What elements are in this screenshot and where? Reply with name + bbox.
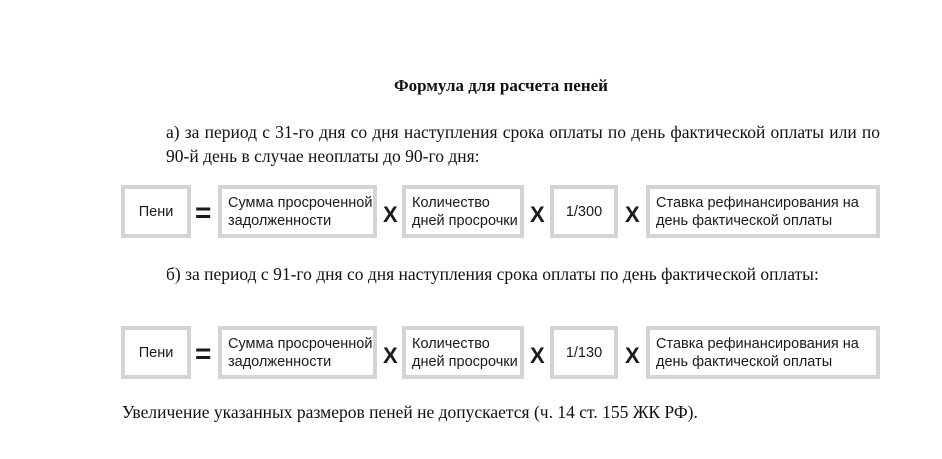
- formula-b-debt: Сумма просроченной задолженности: [228, 335, 373, 370]
- formula-b-multiply-2: X: [530, 343, 545, 368]
- formula-a-refinancing: Ставка рефинансирования на день фактической оплаты: [656, 194, 859, 229]
- formula-a-result: Пени: [138, 203, 174, 220]
- formula-a-multiply-3: X: [625, 202, 640, 227]
- page-title: Формула для расчета пеней: [394, 76, 608, 95]
- formula-a-refinancing-box: [646, 185, 880, 238]
- formula-b-days: Количество дней просрочки: [412, 335, 518, 370]
- formula-a-days-box: [402, 185, 524, 238]
- footer-note: Увеличение указанных размеров пеней не допускается (ч. 14 ст. 155 ЖК РФ).: [122, 402, 698, 422]
- formula-b-debt-box: [218, 326, 377, 379]
- formula-a-multiply-1: X: [383, 202, 398, 227]
- formula-a-debt: Сумма просроченной задолженности: [228, 194, 373, 229]
- formula-b-days-box: [402, 326, 524, 379]
- formula-b-rate: 1/130: [565, 344, 603, 361]
- formula-a-days: Количество дней просрочки: [412, 194, 518, 229]
- formula-a-rate-box: [550, 185, 618, 238]
- formula-b-refinancing: Ставка рефинансирования на день фактической оплаты: [656, 335, 859, 370]
- formula-a-rate: 1/300: [565, 203, 603, 220]
- formula-a-result-box: [121, 185, 191, 238]
- formula-a-debt-box: [218, 185, 377, 238]
- section-a-text: а) за период с 31-го дня со дня наступления срока оплаты по день фактической оплаты или по 90-й день в случае неоплаты до 90-го дня:: [166, 122, 880, 166]
- formula-b-result-box: [121, 326, 191, 379]
- formula-b-rate-box: [550, 326, 618, 379]
- formula-b-result: Пени: [138, 344, 174, 361]
- formula-b-refinancing-box: [646, 326, 880, 379]
- formula-b-multiply-3: X: [625, 343, 640, 368]
- formula-b-multiply-1: X: [383, 343, 398, 368]
- section-b-text: б) за период с 91-го дня со дня наступления срока оплаты по день фактической оплаты:: [166, 264, 819, 284]
- formula-a-equals: =: [195, 197, 212, 228]
- formula-b-equals: =: [195, 338, 212, 369]
- formula-a-multiply-2: X: [530, 202, 545, 227]
